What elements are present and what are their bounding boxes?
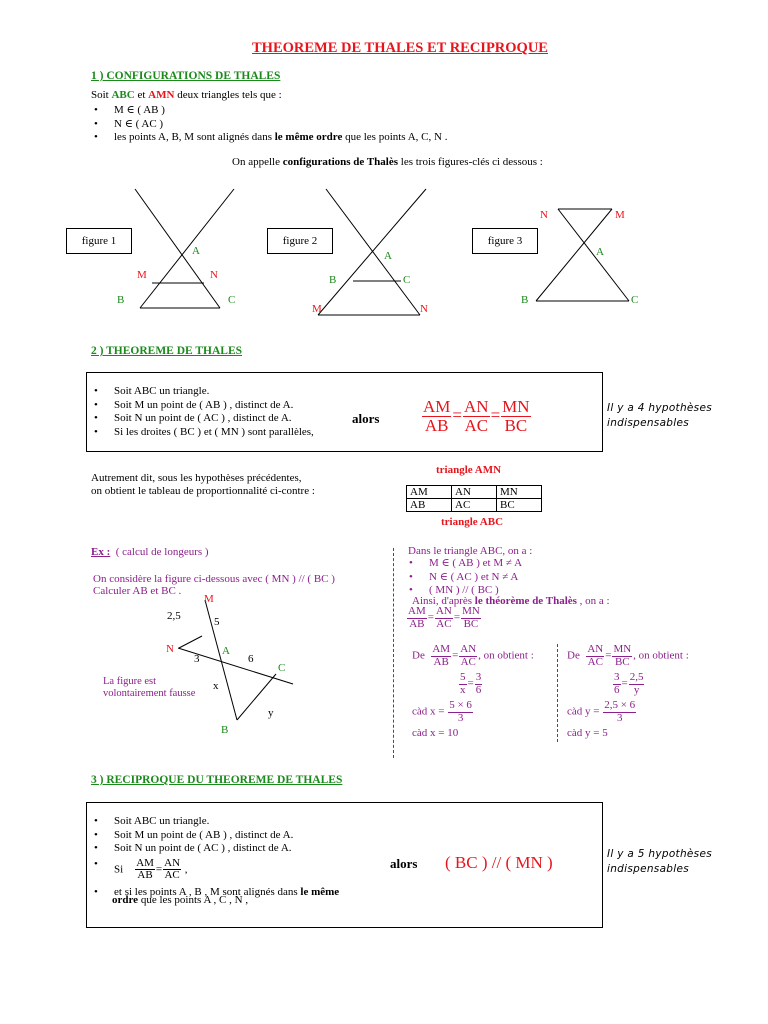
calc-y-line3: càd y = $\frac{2,5 \times 6}{3}$ xyxy=(567,699,636,724)
calc-y-result: càd y = 5 xyxy=(567,727,608,739)
s1-conditions-list xyxy=(90,104,447,145)
fig2-label-N: N xyxy=(420,303,428,315)
reciprocal-conclusion: ( BC ) // ( MN ) xyxy=(445,853,553,872)
fig1-label-N: N xyxy=(210,269,218,281)
section-3-heading: 3 ) RECIPROQUE DU THEOREME DE THALES xyxy=(91,774,343,786)
ex-label-3: 3 xyxy=(194,653,200,665)
calc-y-line2: $\frac{3}{6}$ = $\frac{2,5}{y}$ xyxy=(614,671,644,696)
list-item: • Si les droites ( BC ) et ( MN ) sont parallèles, xyxy=(90,426,314,440)
reciprocal-hypotheses xyxy=(90,815,339,899)
figure-1-diagram xyxy=(135,189,234,308)
list-item: • M ∈ ( AB ) xyxy=(90,104,447,118)
calc-y-line1: De $\frac{AN}{AC}$ = $\frac{MN}{BC}$ , on obtient : xyxy=(567,643,689,668)
fig2-label-A: A xyxy=(384,250,392,262)
example-statement: On considère la figure ci-dessous avec ( MN ) // ( BC ) Calculer AB et BC . xyxy=(93,573,335,597)
fig3-label-C: C xyxy=(631,294,639,306)
figure-3-label-box: figure 3 xyxy=(472,228,538,254)
alors-label-2: alors xyxy=(390,856,418,871)
ex-right-hypotheses xyxy=(405,557,522,598)
fig3-label-A: A xyxy=(596,246,604,258)
ex-label-6: 6 xyxy=(248,653,254,665)
fig2-label-C: C xyxy=(403,274,411,286)
calc-divider xyxy=(557,644,558,742)
ex-label-y: y xyxy=(268,707,274,719)
list-item: • ( MN ) // ( BC ) xyxy=(405,584,522,598)
fig1-label-M: M xyxy=(137,269,147,281)
ex-label-B: B xyxy=(221,724,229,736)
list-item: • M ∈ ( AB ) et M ≠ A xyxy=(405,557,522,571)
ex-label-M: M xyxy=(204,593,214,605)
s1-intro: Soit ABC et AMN deux triangles tels que : xyxy=(91,89,282,101)
fig3-label-N: N xyxy=(540,209,548,221)
figure-2-diagram xyxy=(318,189,426,315)
thales-ratio-equation: $\frac{AM}{AB}$ = $\frac{AN}{AC}$ = $\frac{MN}{BC}$ xyxy=(423,397,530,435)
fig3-label-M: M xyxy=(615,209,625,221)
list-item: • Soit M un point de ( AB ) , distinct de A. xyxy=(90,829,339,843)
list-item: • Soit N un point de ( AC ) , distinct de A. xyxy=(90,842,339,856)
triangle-abc-label: triangle ABC xyxy=(441,516,504,528)
ex-label-25: 2,5 xyxy=(167,610,181,622)
reciprocal-order: ordre que les points A , C , N , xyxy=(112,894,249,906)
autrement-dit: Autrement dit, sous les hypothèses précédentes, on obtient le tableau de proportionnalité ci-contre : xyxy=(91,472,315,497)
ex-label-5: 5 xyxy=(214,616,220,628)
ex-ainsi: Ainsi, d'après le théorème de Thalès , on a : xyxy=(412,595,610,607)
calc-x-line2: $\frac{5}{x}$ = $\frac{3}{6}$ xyxy=(460,671,482,696)
theorem-box xyxy=(86,372,603,452)
list-item: • et si les points A , B , M sont alignés dans le même xyxy=(90,886,339,900)
ex-label-C: C xyxy=(278,662,286,674)
list-item: • les points A, B, M sont alignés dans le même ordre que les points A, C, N . xyxy=(90,131,447,145)
calc-x-result: càd x = 10 xyxy=(412,727,459,739)
list-item: • Soit N un point de ( AC ) , distinct de A. xyxy=(90,412,314,426)
fig1-label-B: B xyxy=(117,294,125,306)
proportion-table: AM AN MN AB AC BC xyxy=(406,485,542,512)
alors-label: alors xyxy=(352,411,380,426)
calc-x-line3: càd x = $\frac{5 \times 6}{3}$ xyxy=(412,699,472,724)
theorem-hypotheses xyxy=(90,385,314,439)
example-title: Ex : ( calcul de longeurs ) xyxy=(91,546,209,558)
calc-x-line1: De $\frac{AM}{AB}$ = $\frac{AN}{AC}$ , on obtient : xyxy=(412,643,534,668)
list-item: • N ∈ ( AC ) xyxy=(90,118,447,132)
ex-ratio-equation: $\frac{AM}{AB}$ = $\frac{AN}{AC}$ = $\frac{MN}{BC}$ xyxy=(408,605,480,630)
section-2-heading: 2 ) THEOREME DE THALES xyxy=(91,345,243,357)
reciprocal-box xyxy=(86,802,603,928)
example-figure xyxy=(140,588,310,748)
reciprocal-note: Il y a 5 hypothèses indispensables xyxy=(607,848,712,875)
figure-3-diagram xyxy=(536,209,629,301)
list-item: • Soit ABC un triangle. xyxy=(90,815,339,829)
s1-call: On appelle configurations de Thalès les trois figures-clés ci dessous : xyxy=(232,156,543,168)
figure-2-label-box: figure 2 xyxy=(267,228,333,254)
ex-right-intro: Dans le triangle ABC, on a : xyxy=(408,545,533,557)
page-title: THEOREME DE THALES ET RECIPROQUE xyxy=(252,40,548,56)
ex-label-A: A xyxy=(222,645,230,657)
fig1-label-A: A xyxy=(192,245,200,257)
theorem-note: Il y a 4 hypothèses indispensables xyxy=(607,402,712,429)
thales-figures xyxy=(0,170,768,330)
list-item: • Soit ABC un triangle. xyxy=(90,385,314,399)
ex-label-x: x xyxy=(213,680,219,692)
example-divider xyxy=(393,548,394,758)
figure-1-label-box: figure 1 xyxy=(66,228,132,254)
figure-disclaimer: La figure est volontairement fausse xyxy=(103,676,196,699)
fig1-label-C: C xyxy=(228,294,236,306)
list-item: • N ∈ ( AC ) et N ≠ A xyxy=(405,571,522,585)
section-1-heading: 1 ) CONFIGURATIONS DE THALES xyxy=(91,70,281,82)
list-item: • Si $\frac{AM}{AB}$ = $\frac{AN}{AC}$ , xyxy=(90,858,339,882)
triangle-amn-label: triangle AMN xyxy=(436,464,502,476)
fig3-label-B: B xyxy=(521,294,529,306)
list-item: • Soit M un point de ( AB ) , distinct de A. xyxy=(90,399,314,413)
fig2-label-M: M xyxy=(312,303,322,315)
ex-label-N: N xyxy=(166,643,174,655)
fig2-label-B: B xyxy=(329,274,337,286)
